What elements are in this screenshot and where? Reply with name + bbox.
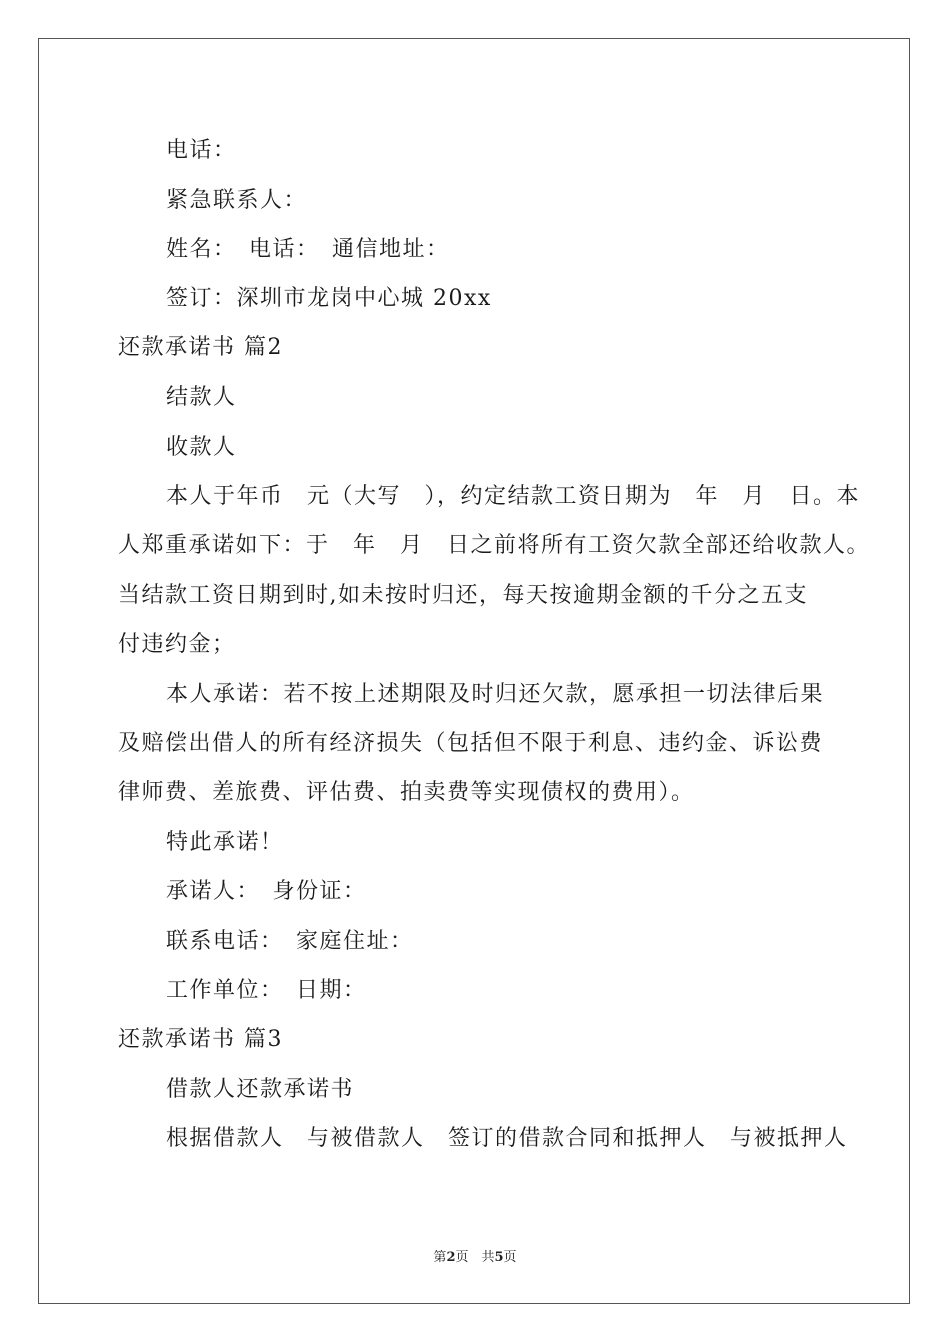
text-line: 付违约金； bbox=[118, 632, 236, 657]
text-line: 姓名： 电话： 通信地址： bbox=[166, 237, 450, 262]
section-heading: 还款承诺书 篇2 bbox=[118, 335, 283, 360]
section-heading: 还款承诺书 篇3 bbox=[118, 1027, 283, 1052]
footer-prefix: 第 bbox=[433, 1250, 447, 1265]
text-line: 收款人 bbox=[166, 435, 237, 460]
text-line: 本人于年币 元（大写 ），约定结款工资日期为 年 月 日。本 bbox=[166, 484, 861, 509]
text-line: 紧急联系人： bbox=[166, 188, 308, 213]
footer-mid: 页 共 bbox=[455, 1250, 495, 1265]
text-line: 联系电话： 家庭住址： bbox=[166, 929, 414, 954]
footer-suffix: 页 bbox=[503, 1250, 517, 1265]
text-line: 及赔偿出借人的所有经济损失（包括但不限于利息、违约金、诉讼费 bbox=[118, 731, 824, 756]
text-line: 特此承诺！ bbox=[166, 830, 284, 855]
page-frame bbox=[38, 38, 910, 1304]
text-line: 当结款工资日期到时,如未按时归还，每天按逾期金额的千分之五支 bbox=[118, 583, 808, 608]
text-line: 结款人 bbox=[166, 385, 237, 410]
text-line: 电话： bbox=[166, 138, 237, 163]
text-line: 本人承诺：若不按上述期限及时归还欠款，愿承担一切法律后果 bbox=[166, 682, 825, 707]
text-line: 承诺人： 身份证： bbox=[166, 879, 367, 904]
text-line: 根据借款人 与被借款人 签订的借款合同和抵押人 与被抵押人 bbox=[166, 1126, 848, 1151]
page-footer bbox=[0, 1246, 950, 1265]
text-line: 签订：深圳市龙岗中心城 20xx bbox=[166, 286, 492, 311]
text-line: 人郑重承诺如下：于 年 月 日之前将所有工资欠款全部还给收款人。 bbox=[118, 533, 871, 558]
text-line: 律师费、差旅费、评估费、拍卖费等实现债权的费用）。 bbox=[118, 780, 695, 805]
text-line: 工作单位： 日期： bbox=[166, 978, 367, 1003]
total-pages-number: 5 bbox=[494, 1250, 504, 1265]
current-page-number: 2 bbox=[446, 1250, 456, 1265]
text-line: 借款人还款承诺书 bbox=[166, 1077, 355, 1102]
